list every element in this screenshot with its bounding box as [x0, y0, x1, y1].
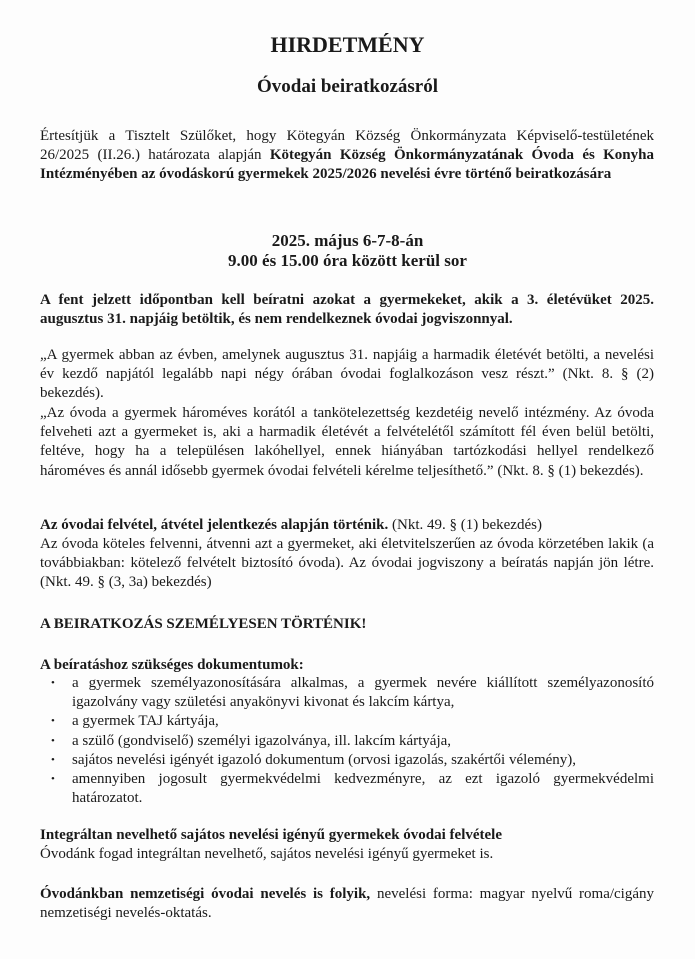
list-item [40, 674, 654, 712]
list-item [40, 712, 654, 731]
documents-heading: A beíratáshoz szükséges dokumentumok: [40, 657, 304, 673]
in-person-notice: A BEIRATKOZÁS SZEMÉLYESEN TÖRTÉNIK! [40, 616, 367, 632]
admission-heading [40, 516, 654, 535]
admission-body: Az óvoda köteles felvenni, átvenni azt a gyermeket, aki életvitelszerűen az óvoda körzetében lakik (a továbbiakban: kötelező felvételt biztosító óvoda). Az óvodai jogviszony a beíratás napján jön létre. (Nkt. 49. § (3, 3a) bekezdés) [40, 536, 654, 591]
documents-list [40, 674, 654, 808]
schedule-date: 2025. május 6-7-8-án [271, 231, 424, 250]
list-item-text: sajátos nevelési igényét igazoló dokumentum (orvosi igazolás, szakértői vélemény), [72, 751, 577, 768]
admission-bold: Az óvodai felvétel, átvétel jelentkezés alapján történik. [40, 517, 389, 533]
list-item-text: amennyiben jogosult gyermekvédelmi kedvezményre, az ezt igazoló gyermekvédelmi határozatot. [72, 771, 654, 807]
bullet-icon: • [51, 715, 55, 728]
bullet-icon: • [51, 773, 55, 786]
list-item-text: a gyermek TAJ kártyája, [72, 713, 219, 730]
ethnic-bold: Óvodánkban nemzetiségi óvodai nevelés is folyik, [40, 886, 371, 902]
bullet-icon: • [51, 734, 55, 747]
schedule-time: 9.00 és 15.00 óra között kerül sor [228, 251, 467, 270]
admission-ref: (Nkt. 49. § (1) bekezdés) [388, 517, 542, 533]
quote-paragraph-2: „Az óvoda a gyermek hároméves korától a tankötelezettség kezdetéig nevelő intézmény. Az óvoda felveheti azt a gyermeket is, aki a harmadik életévét a felvételétől számított fél éven belül betölti, feltéve, hogy ha a településen lakóhellyel, ennek hiányában tartózkodási hellyel rendelkező hároméves és annál idősebb gyermek óvodai felvételi kérelme teljesíthető.” (Nkt. 8. § (1) bekezdés). [40, 405, 654, 479]
list-item [40, 732, 654, 751]
integrated-body: Óvodánk fogad integráltan nevelhető, sajátos nevelési igényű gyermeket is. [40, 846, 494, 862]
intro-paragraph [40, 127, 654, 185]
ethnic-text: nevelési forma: magyar nyelvű roma/cigány nemzetiségi nevelés-oktatás. [40, 886, 654, 922]
list-item [40, 751, 654, 770]
list-item-text: a gyermek személyazonosítására alkalmas, a gyermek nevére kiállított személyazonosító igazolvány vagy születési anyakönyvi kivonat és lakcím kártya, [72, 675, 654, 711]
quote-paragraph-1: „A gyermek abban az évben, amelynek augusztus 31. napjáig a harmadik életévét betölti, a nevelési év kezdő napjától legalább napi négy órában óvodai foglalkozáson vesz részt.” (Nkt. 8. § (2) bekezdés). [40, 347, 654, 402]
eligibility-paragraph: A fent jelzett időpontban kell beíratni azokat a gyermekeket, akik a 3. életévüket 2025. augusztus 31. napjáig betöltik, és nem rendelkeznek óvodai jogviszonnyal. [40, 292, 654, 328]
list-item [40, 770, 654, 808]
bullet-icon: • [51, 677, 55, 689]
page-title: HIRDETMÉNY [270, 32, 425, 57]
intro-text: Értesítjük a Tisztelt Szülőket, hogy Kötegyán Község Önkormányzata Képviselő-testületének 26/2025 (II.26.) határozata alapján [40, 128, 654, 164]
intro-bold-text: Kötegyán Község Önkormányzatának Óvoda és Konyha Intézményében az óvodáskorú gyermekek 2025/2026 nevelési évre történő beiratkozására [40, 147, 654, 183]
page-subtitle: Óvodai beiratkozásról [256, 76, 439, 97]
ethnic-paragraph [40, 885, 654, 923]
integrated-heading: Integráltan nevelhető sajátos nevelési igényű gyermekek óvodai felvétele [40, 827, 503, 843]
bullet-icon: • [51, 753, 55, 766]
list-item-text: a szülő (gondviselő) személyi igazolványa, ill. lakcím kártyája, [72, 732, 452, 749]
